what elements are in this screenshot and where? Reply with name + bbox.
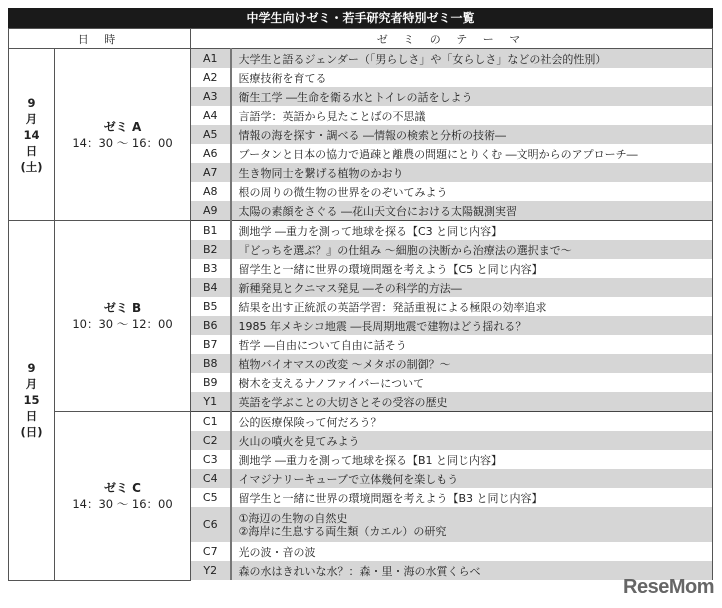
seminar-theme: 光の波・音の波 <box>231 542 713 561</box>
seminar-time: 14：30 ～ 16：00 <box>72 135 173 150</box>
seminar-code: A1 <box>191 49 231 69</box>
seminar-code: A4 <box>191 106 231 125</box>
seminar-code: B3 <box>191 259 231 278</box>
table-row <box>9 49 713 69</box>
seminar-code: A6 <box>191 144 231 163</box>
date-text: 日 <box>25 409 38 424</box>
seminar-theme: 衛生工学 ―生命を衛る水とトイレの話をしよう <box>231 87 713 106</box>
seminar-cell <box>55 412 191 581</box>
theme-line: ②海岸に生息する両生類（カエル）の研究 <box>238 524 447 538</box>
seminar-theme: ブータンと日本の協力で過疎と離農の問題にとりくむ ―文明からのアプローチ― <box>231 144 713 163</box>
seminar-code: B1 <box>191 221 231 241</box>
seminar-code: B6 <box>191 316 231 335</box>
seminar-code: C2 <box>191 431 231 450</box>
seminar-code: A3 <box>191 87 231 106</box>
date-cell <box>9 49 55 221</box>
seminar-theme: 1985 年メキシコ地震 ―長周期地震で建物はどう揺れる？ <box>231 316 713 335</box>
seminar-theme: 太陽の素顔をさぐる ―花山天文台における太陽観測実習 <box>231 201 713 221</box>
seminar-code: B2 <box>191 240 231 259</box>
header-row <box>9 29 713 49</box>
seminar-code: B8 <box>191 354 231 373</box>
seminar-theme: 英語を学ぶことの大切さとその受容の歴史 <box>231 392 713 412</box>
seminar-code: B9 <box>191 373 231 392</box>
seminar-code: C7 <box>191 542 231 561</box>
seminar-theme: 哲学 ―自由について自由に話そう <box>231 335 713 354</box>
seminar-name: ゼミ A <box>103 119 142 134</box>
seminar-code: C1 <box>191 412 231 432</box>
table-row <box>9 412 713 432</box>
seminar-code: B4 <box>191 278 231 297</box>
seminar-theme: 医療技術を育てる <box>231 68 713 87</box>
seminar-theme: 公的医療保険って何だろう？ <box>231 412 713 432</box>
seminar-theme: 『どっちを選ぶ？』の仕組み ～細胞の決断から治療法の選択まで～ <box>231 240 713 259</box>
date-text: 15 <box>23 393 40 408</box>
seminar-time: 14：30 ～ 16：00 <box>72 496 173 511</box>
seminar-code: C6 <box>191 507 231 542</box>
seminar-code: B7 <box>191 335 231 354</box>
date-text: 日 <box>25 143 38 158</box>
seminar-theme: 言語学：英語から見たことばの不思議 <box>231 106 713 125</box>
header-datetime: 日 時 <box>9 29 191 49</box>
date-text: (土) <box>20 159 43 174</box>
seminar-table-container <box>8 8 713 581</box>
date-cell <box>9 221 55 581</box>
header-theme: ゼ ミ の テ ー マ <box>191 29 713 49</box>
seminar-code: A8 <box>191 182 231 201</box>
seminar-code: C4 <box>191 469 231 488</box>
seminar-theme: イマジナリーキューブで立体幾何を楽しもう <box>231 469 713 488</box>
seminar-theme: 根の周りの微生物の世界をのぞいてみよう <box>231 182 713 201</box>
seminar-theme: 大学生と語るジェンダー（「男らしさ」や「女らしさ」などの社会的性別） <box>231 49 713 69</box>
seminar-code: Y2 <box>191 561 231 580</box>
date-text: 14 <box>23 127 40 142</box>
date-text: 月 <box>25 111 38 126</box>
seminar-theme: 留学生と一緒に世界の環境問題を考えよう【B3 と同じ内容】 <box>231 488 713 507</box>
seminar-code: A5 <box>191 125 231 144</box>
date-text: 9 <box>27 361 36 376</box>
seminar-name: ゼミ B <box>103 301 142 315</box>
seminar-code: A9 <box>191 201 231 221</box>
seminar-theme: 結果を出す正統派の英語学習：発話重視による極限の効率追求 <box>231 297 713 316</box>
seminar-theme: 測地学 ―重力を測って地球を探る【C3 と同じ内容】 <box>231 221 713 241</box>
seminar-theme: 森の水はきれいな水？：森・里・海の水質くらべ <box>231 561 713 580</box>
seminar-theme: 測地学 ―重力を測って地球を探る【B1 と同じ内容】 <box>231 450 713 469</box>
date-text: 9 <box>27 95 36 110</box>
seminar-theme: 情報の海を探す・調べる ―情報の検索と分析の技術― <box>231 125 713 144</box>
date-text: 月 <box>25 377 38 392</box>
table-row <box>9 221 713 241</box>
seminar-theme <box>231 507 713 542</box>
seminar-cell <box>55 221 191 412</box>
seminar-code: C5 <box>191 488 231 507</box>
seminar-cell <box>55 49 191 221</box>
seminar-theme: 留学生と一緒に世界の環境問題を考えよう【C5 と同じ内容】 <box>231 259 713 278</box>
resemom-logo: ReseMom <box>623 576 714 598</box>
seminar-code: B5 <box>191 297 231 316</box>
seminar-theme: 新種発見とクニマス発見 ―その科学的方法― <box>231 278 713 297</box>
seminar-theme: 生き物同士を繋げる植物のかおり <box>231 163 713 182</box>
seminar-code: C3 <box>191 450 231 469</box>
seminar-theme: 植物バイオマスの改変 ～メタボの制御？～ <box>231 354 713 373</box>
seminar-code: A7 <box>191 163 231 182</box>
seminar-name: ゼミ C <box>104 480 141 495</box>
seminar-code: A2 <box>191 68 231 87</box>
seminar-time: 10：30 ～ 12：00 <box>72 317 173 331</box>
theme-line: ①海辺の生物の自然史 <box>238 511 348 525</box>
table-title: 中学生向けゼミ・若手研究者特別ゼミ一覧 <box>8 8 713 28</box>
seminar-code: Y1 <box>191 392 231 412</box>
seminar-table <box>8 28 713 581</box>
seminar-theme: 樹木を支えるナノファイバーについて <box>231 373 713 392</box>
seminar-theme: 火山の噴火を見てみよう <box>231 431 713 450</box>
date-text: (日) <box>20 425 43 440</box>
